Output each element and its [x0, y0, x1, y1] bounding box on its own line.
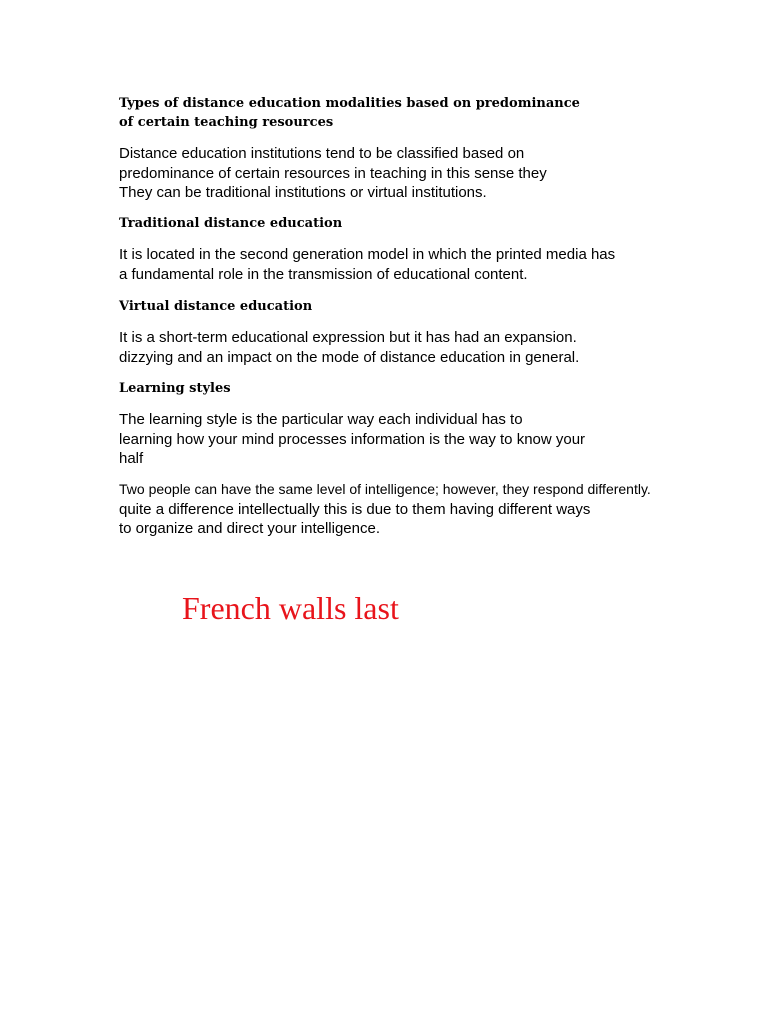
learning-paragraph — [119, 410, 585, 469]
paragraph-line: dizzying and an impact on the mode of distance education in general. — [119, 348, 580, 366]
red-annotation: French walls last — [182, 590, 399, 626]
intro-paragraph — [119, 144, 547, 203]
paragraph-line: They can be traditional institutions or virtual institutions. — [119, 184, 487, 201]
title-line: Types of distance education modalities based on predominance — [119, 96, 580, 111]
paragraph-line: The learning style is the particular way each individual has to — [119, 411, 523, 428]
section-heading-learning: Learning styles — [119, 381, 231, 396]
paragraph-line: It is a short-term educational expression but it has had an expansion. — [119, 329, 577, 346]
paragraph-line: Two people can have the same level of intelligence; however, they respond differently. — [119, 481, 651, 497]
document-title — [119, 94, 580, 132]
traditional-paragraph — [119, 245, 615, 284]
virtual-paragraph — [119, 328, 579, 367]
section-heading-traditional: Traditional distance education — [119, 216, 343, 231]
paragraph-line: to organize and direct your intelligence. — [119, 520, 380, 537]
paragraph-line: It is located in the second generation model in which the printed media has — [119, 246, 616, 263]
paragraph-line: predominance of certain resources in teaching in this sense they — [119, 164, 547, 182]
paragraph-line: Distance education institutions tend to be classified based on — [119, 145, 525, 162]
title-line: of certain teaching resources — [119, 115, 334, 130]
paragraph-line: learning how your mind processes information is the way to know your — [119, 430, 586, 448]
paragraph-line: half — [119, 450, 144, 467]
paragraph-line: a fundamental role in the transmission of educational content. — [119, 265, 528, 283]
paragraph-line: quite a difference intellectually this is due to them having different ways — [119, 500, 591, 518]
section-heading-virtual: Virtual distance education — [119, 299, 313, 314]
learning-extra-paragraph — [119, 480, 651, 539]
